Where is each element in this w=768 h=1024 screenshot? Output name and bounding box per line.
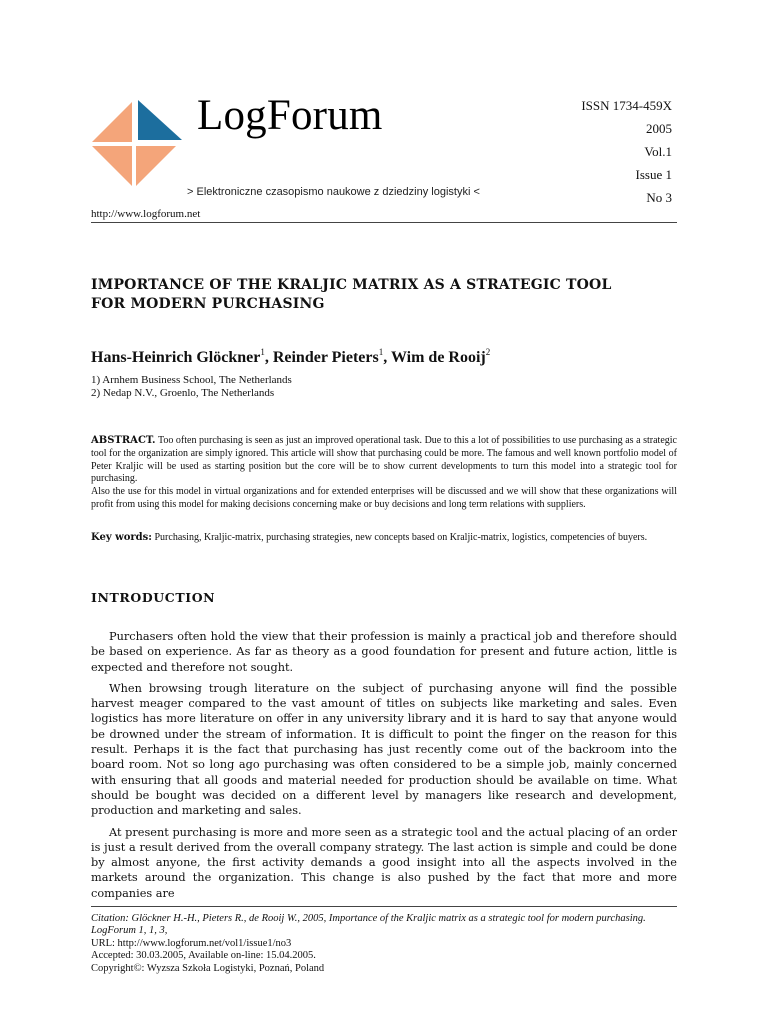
keywords: [91, 531, 677, 544]
footer-divider: [91, 906, 677, 907]
affiliations: [91, 374, 292, 400]
paper-title-line-2: FOR MODERN PURCHASING: [91, 296, 325, 312]
logo-bottom-left-triangle: [90, 144, 134, 188]
affiliation: 1) Arnhem Business School, The Netherlands: [91, 374, 292, 386]
footer-copyright: Copyright©: Wyzsza Szkoła Logistyki, Poznań, Poland: [91, 962, 325, 974]
author-name: Hans-Heinrich Glöckner: [91, 349, 261, 366]
body-paragraph: Purchasers often hold the view that their profession is mainly a practical job and therefore should be based on experience. As far as theory as a good foundation for present and future action, little is expected and therefore not sought.: [91, 630, 677, 674]
paper-title-line-1: IMPORTANCE OF THE KRALJIC MATRIX AS A STRATEGIC TOOL: [91, 277, 612, 293]
keywords-label: Key words:: [91, 532, 152, 543]
keywords-text: Purchasing, Kraljic-matrix, purchasing strategies, new concepts based on Kraljic-matrix, logistics, competencies of buyers.: [154, 532, 648, 543]
author-name: Wim de Rooij: [390, 349, 486, 366]
author-affiliation-mark: 1: [260, 347, 265, 357]
author-name: Reinder Pieters: [272, 349, 379, 366]
author-separator: ,: [264, 349, 273, 366]
issue: Issue 1: [635, 167, 672, 182]
author-affiliation-mark: 1: [378, 347, 384, 357]
year: 2005: [646, 121, 672, 136]
logforum-logo: [90, 100, 182, 188]
journal-issue-info: [581, 94, 672, 209]
journal-brand: LogForum: [197, 92, 383, 139]
footer-dates: Accepted: 30.03.2005, Available on-line: 15.04.2005.: [91, 950, 316, 962]
logo-top-left-triangle: [90, 100, 134, 144]
abstract-label: ABSTRACT.: [91, 435, 156, 446]
affiliation: 2) Nedap N.V., Groenlo, The Netherlands: [91, 387, 275, 399]
logo-top-right-triangle: [138, 100, 182, 140]
body-text: [91, 629, 677, 907]
body-paragraph: At present purchasing is more and more seen as a strategic tool and the actual placing of an order is just a result derived from the overall company strategy. The last action is simple and could be done by almost anyone, the first activity demands a good insight into all the aspects involved in the markets around the organization. This change is also pushed by the fact that more and more companies are: [91, 825, 677, 900]
author-separator: ,: [383, 349, 391, 366]
volume: Vol.1: [644, 144, 672, 159]
paper-title: [91, 276, 677, 314]
footer-url[interactable]: URL: http://www.logforum.net/vol1/issue1/no3: [91, 937, 292, 949]
footer-citation: Citation: Glöckner H.-H., Pieters R., de Rooij W., 2005, Importance of the Kraljic matrix as a strategic tool for modern purchasing. LogForum 1, 1, 3,: [91, 913, 646, 937]
author-affiliation-mark: 2: [485, 347, 491, 357]
footer: [91, 913, 677, 975]
journal-url[interactable]: http://www.logforum.net: [91, 208, 201, 220]
section-heading: INTRODUCTION: [91, 590, 216, 605]
journal-tagline: > Elektroniczne czasopismo naukowe z dziedziny logistyki <: [187, 186, 480, 198]
abstract-paragraph-1: Too often purchasing is seen as just an improved operational task. Due to this a lot of possibilities to use purchasing as a strategic tool for the organization are simply ignored. This article will show that purchasing could be more. The famous and well known portfolio model of Peter Kraljic will be used as starting position but the core will be to show current developments to turn this model into a strategic tool for purchasing.: [91, 435, 677, 485]
authors: [91, 347, 490, 367]
abstract-paragraph-2: Also the use for this model in virtual organizations and for extended enterprises will be discussed and we will show that these organizations will profit from using this model for making decisions concerning make or buy decisions and long term relations with suppliers.: [91, 486, 677, 510]
masthead-divider: [91, 222, 677, 223]
body-paragraph: When browsing trough literature on the subject of purchasing anyone will find the possible harvest meager compared to the vast amount of titles on subjects like marketing and sales. Even logistics has more literature on offer in any university library and it is hard to say that anyone would be drowned under the stream of information. It is difficult to point the finger on the reason for this result. Perhaps it is the fact that purchasing has just recently come out of the backroom into the board room. Not so long ago purchasing was often considered to be a simple job, mainly concerned with ensuring that all goods and material needed for production should be available on time. What should be bought was decided on a different level by managers like research and development, production and marketing and sales.: [91, 681, 677, 818]
number: No 3: [646, 190, 672, 205]
abstract: [91, 435, 677, 512]
issn: ISSN 1734-459X: [581, 98, 672, 113]
logo-bottom-right-triangle: [134, 144, 178, 188]
